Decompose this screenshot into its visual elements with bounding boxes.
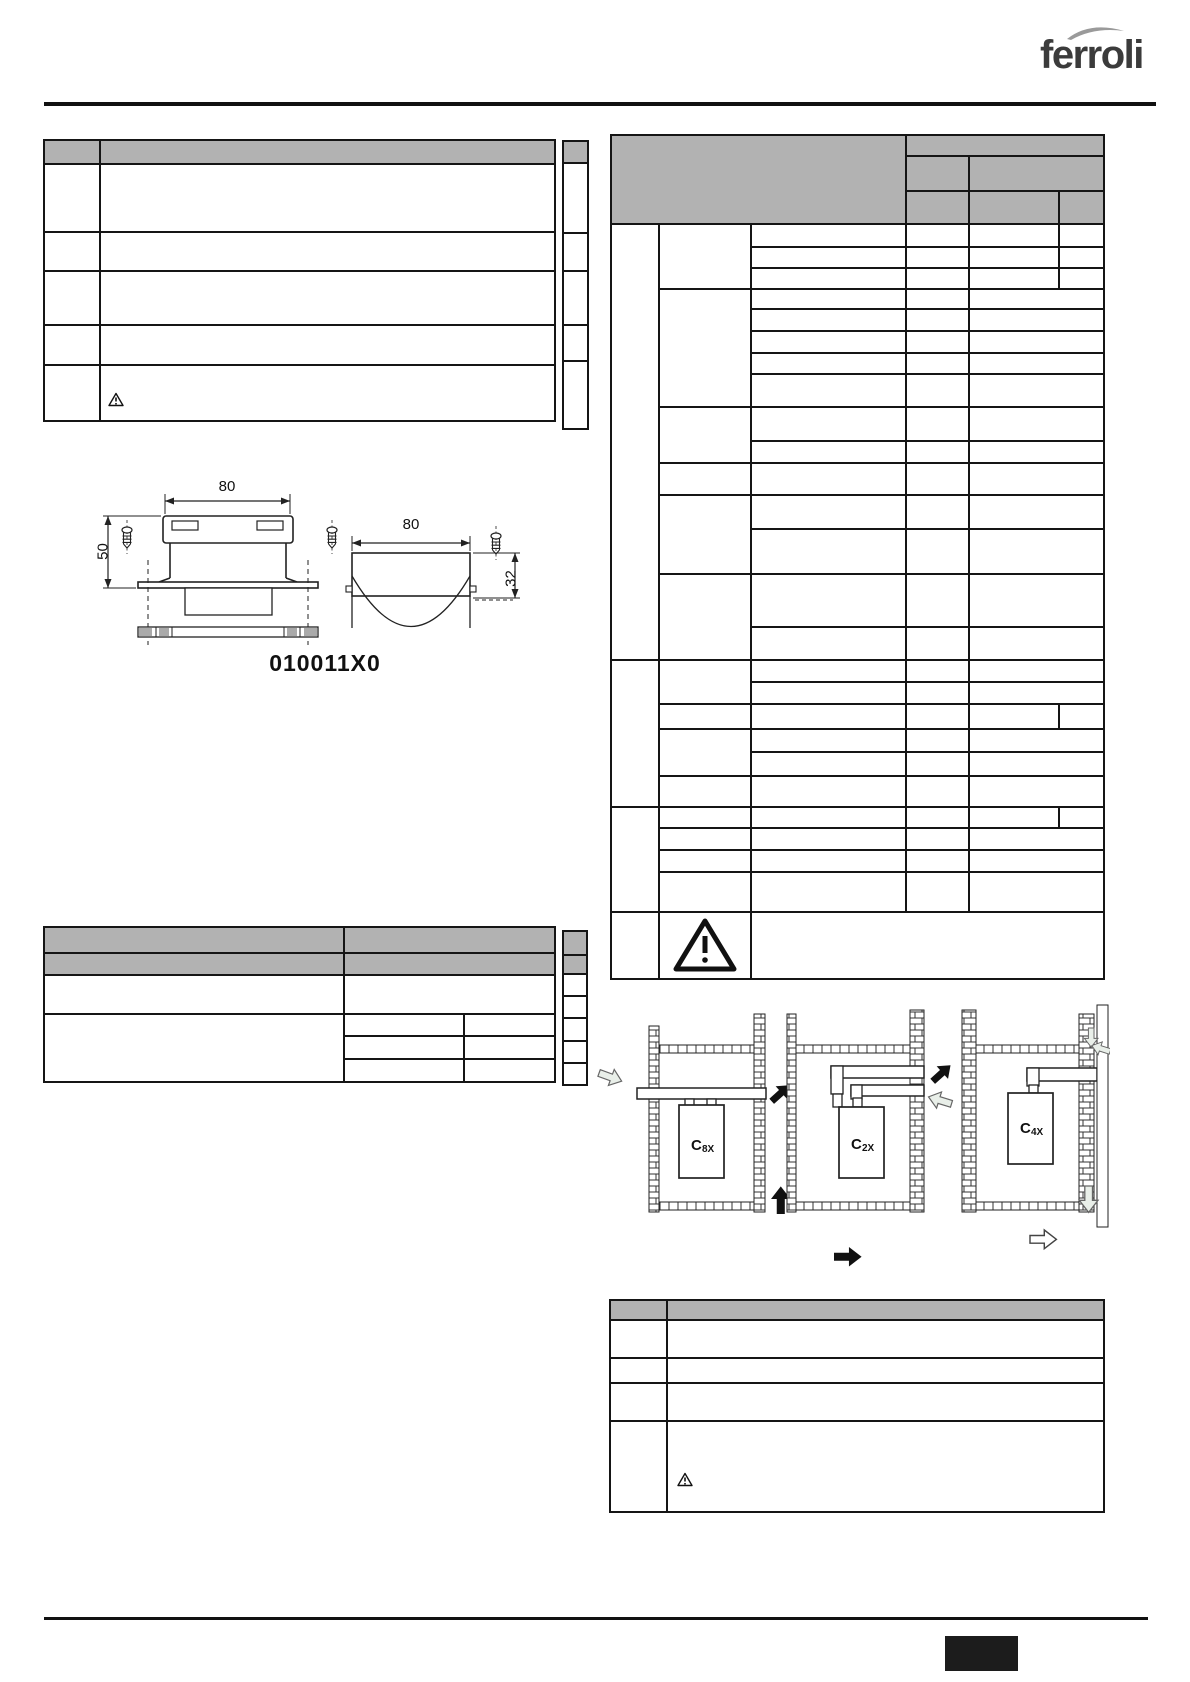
table-cell (751, 268, 906, 289)
table-cell (464, 1059, 555, 1082)
table-row (44, 325, 555, 365)
part-number: 010011X0 (269, 650, 381, 676)
exhaust-arrow-icon (927, 1059, 956, 1088)
rect-element (138, 582, 318, 588)
table-cell (751, 374, 906, 407)
table-cell (751, 331, 906, 353)
table-cell (969, 407, 1104, 441)
flue-main-table (610, 134, 1105, 980)
rect-element (470, 586, 476, 592)
table-cell (659, 872, 751, 912)
table-cell (906, 374, 969, 407)
table-cell (751, 247, 906, 268)
table-cell (969, 872, 1104, 912)
wall-left (962, 1010, 976, 1212)
ceiling (796, 1045, 910, 1053)
diagram-c4x (962, 1005, 1110, 1227)
table-cell (464, 1014, 555, 1036)
table-cell (969, 441, 1104, 463)
table-cell (751, 912, 1104, 979)
rect-element (139, 628, 152, 636)
table-cell (906, 704, 969, 729)
boiler-label-sub: 2X (862, 1143, 875, 1154)
table-row (611, 807, 1104, 828)
table-row (611, 776, 1104, 807)
floor (976, 1202, 1079, 1210)
table-cell (906, 682, 969, 704)
table-cell (611, 807, 659, 912)
table-cell (344, 1036, 464, 1059)
dim-side-height: 32 (502, 570, 520, 587)
table-cell (659, 912, 751, 979)
legend-exhaust-arrow-icon (834, 1247, 862, 1267)
rect-element (159, 628, 169, 636)
table-cell (44, 927, 344, 953)
wall-right (754, 1014, 765, 1212)
table-cell (100, 140, 555, 164)
div-element (564, 142, 587, 164)
use-element (327, 520, 337, 554)
circle-element (684, 1483, 686, 1485)
table-cell (44, 975, 344, 1014)
air-intake-arrow-icon (596, 1065, 624, 1089)
diagram-c2x (787, 1010, 956, 1212)
table-cell (906, 463, 969, 495)
dim-side-width: 80 (402, 516, 420, 533)
table-cell (44, 164, 100, 232)
table-cell (611, 135, 906, 224)
table-cell (751, 224, 906, 247)
boiler-label-sub: 4X (1031, 1127, 1044, 1138)
rect-element (1027, 1068, 1039, 1086)
table-row (44, 164, 555, 232)
table-cell (906, 776, 969, 807)
table-cell (611, 224, 659, 660)
polygon-element (461, 540, 470, 547)
table-cell (969, 704, 1059, 729)
table-cell (751, 704, 906, 729)
boiler-label-prefix: C (851, 1136, 862, 1153)
div-element (564, 932, 586, 956)
table-cell (969, 224, 1059, 247)
rect-element (1029, 1085, 1038, 1093)
table-cell (906, 331, 969, 353)
div-element (564, 164, 587, 234)
table-cell (906, 872, 969, 912)
use-element (122, 520, 132, 554)
warning-triangle-icon (108, 392, 124, 407)
polygon-element (105, 579, 112, 588)
table-cell (44, 140, 100, 164)
table-cell (969, 268, 1059, 289)
table-cell (610, 1421, 667, 1512)
rect-element (346, 586, 352, 592)
table-row (610, 1358, 1104, 1383)
use-element (491, 526, 501, 560)
table-row (611, 660, 1104, 682)
table-cell (611, 912, 659, 979)
table-cell (44, 953, 344, 975)
boiler-label-prefix: C (691, 1137, 702, 1154)
table-cell (100, 271, 555, 325)
table-cell (100, 325, 555, 365)
table-cell (1059, 704, 1104, 729)
rect-element (352, 553, 470, 596)
table-cell (1059, 807, 1104, 828)
table-cell (667, 1320, 1104, 1358)
table-cell (751, 407, 906, 441)
table-cell (969, 776, 1104, 807)
table-cell (969, 374, 1104, 407)
path-element (103, 516, 161, 588)
table-cell (969, 353, 1104, 374)
table-cell (969, 660, 1104, 682)
table-cell (344, 927, 555, 953)
table-cell (969, 807, 1059, 828)
table-cell (659, 660, 751, 704)
boiler-label-prefix: C (1020, 1120, 1031, 1137)
table-cell (464, 1036, 555, 1059)
table-cell (906, 729, 969, 752)
table-row (610, 1320, 1104, 1358)
table-cell (969, 331, 1104, 353)
table-cell (906, 224, 969, 247)
rect-element (287, 628, 297, 636)
footer-page-block (945, 1636, 1018, 1671)
table-cell (344, 953, 555, 975)
warning-triangle-icon (677, 1472, 693, 1487)
table-row (611, 828, 1104, 850)
table-row (611, 574, 1104, 627)
table-cell (906, 752, 969, 776)
table-cell (751, 776, 906, 807)
table-row (44, 927, 555, 953)
table-row (611, 872, 1104, 912)
wall-left (649, 1026, 659, 1212)
table-cell (344, 1014, 464, 1036)
ferroli-logo (1040, 22, 1155, 82)
tbody-element (44, 927, 555, 1082)
legend-intake-arrow-icon (1030, 1230, 1056, 1249)
table-row (611, 224, 1104, 247)
table-row (610, 1383, 1104, 1421)
table-row (44, 271, 555, 325)
table-cell (906, 353, 969, 374)
table-cell (751, 627, 906, 660)
warning-triangle-large-icon (672, 917, 738, 973)
table-cell (969, 752, 1104, 776)
wall-right (910, 1010, 924, 1212)
table-cell (751, 807, 906, 828)
table-cell (969, 495, 1104, 529)
table-row (611, 289, 1104, 309)
table-row (611, 912, 1104, 979)
table-cell (751, 353, 906, 374)
dim-front-height: 50 (94, 543, 112, 560)
table-cell (751, 441, 906, 463)
diagram-c8x (596, 1014, 795, 1214)
circle-element (702, 957, 708, 963)
table-cell (751, 660, 906, 682)
table-row (44, 140, 555, 164)
table-cell (659, 807, 751, 828)
table-row (44, 365, 555, 421)
div-element (564, 272, 587, 326)
table-cell (1059, 191, 1104, 224)
table-cell (969, 191, 1059, 224)
table-cell (1059, 224, 1104, 247)
air-intake-arrow-icon (926, 1089, 954, 1112)
table-cell (969, 828, 1104, 850)
ceiling (976, 1045, 1079, 1053)
rect-element (304, 628, 317, 636)
table-cell (100, 164, 555, 232)
polygon-element (165, 498, 174, 505)
table-cell (751, 850, 906, 872)
table-cell (969, 627, 1104, 660)
table-cell (100, 232, 555, 271)
path-element (159, 543, 297, 582)
table-row (611, 729, 1104, 752)
table-row (44, 975, 555, 1014)
table-cell (344, 1059, 464, 1082)
boiler-label-sub: 8X (702, 1144, 715, 1155)
table-cell (906, 407, 969, 441)
table-cell (906, 289, 969, 309)
table-cell (751, 289, 906, 309)
polygon-element (105, 516, 112, 525)
table-cell (906, 495, 969, 529)
table-cell (969, 850, 1104, 872)
rect-element (851, 1085, 862, 1099)
dim-front-width: 80 (218, 478, 236, 495)
table-cell (969, 729, 1104, 752)
table-cell (969, 289, 1104, 309)
table-cell (667, 1358, 1104, 1383)
table-cell (659, 224, 751, 289)
tbody-element (610, 1300, 1104, 1512)
table-row (44, 1014, 555, 1036)
table-cell (969, 156, 1104, 191)
table-cell (659, 704, 751, 729)
table-row (44, 232, 555, 271)
table-cell (659, 289, 751, 407)
table-cell (44, 365, 100, 421)
ceiling (659, 1045, 754, 1053)
table-cell (659, 850, 751, 872)
table-cell (906, 135, 1104, 156)
table-cell (906, 807, 969, 828)
table-cell (969, 574, 1104, 627)
floor (796, 1202, 910, 1210)
table-cell (906, 191, 969, 224)
table-cell (751, 529, 906, 574)
table-cell (667, 1300, 1104, 1320)
flue-pipe (637, 1088, 766, 1099)
table-cell (906, 850, 969, 872)
polygon-element (281, 498, 290, 505)
table-cell (44, 271, 100, 325)
floor (659, 1202, 754, 1210)
table-row (611, 135, 1104, 156)
rect-element (833, 1094, 842, 1107)
logo-text: ferroli (1040, 33, 1143, 77)
table-cell (659, 407, 751, 463)
path-element (165, 494, 290, 514)
table-cell (610, 1383, 667, 1421)
table-cell (906, 828, 969, 850)
table-cell (344, 975, 555, 1014)
table-cell (44, 232, 100, 271)
table-cell (610, 1358, 667, 1383)
table-cell (659, 828, 751, 850)
table-cell (44, 325, 100, 365)
div-element (564, 956, 586, 975)
table-cell (1059, 268, 1104, 289)
table-cell (906, 627, 969, 660)
table-row (610, 1300, 1104, 1320)
table-cell (659, 776, 751, 807)
footer-rule (44, 1617, 1148, 1620)
table-cell (610, 1300, 667, 1320)
side-strip-table-a (562, 140, 589, 430)
table-cell (906, 529, 969, 574)
rect-element (703, 936, 708, 953)
table-cell (906, 156, 969, 191)
table-row (611, 463, 1104, 495)
table-cell (751, 574, 906, 627)
tbody-element (44, 140, 555, 421)
table-cell (1059, 247, 1104, 268)
table-cell (906, 247, 969, 268)
table-cell (969, 463, 1104, 495)
table-cell (659, 729, 751, 776)
table-cell (906, 309, 969, 331)
table-cell (611, 660, 659, 807)
div-element (564, 326, 587, 362)
table-cell (906, 574, 969, 627)
table-cell (667, 1421, 1104, 1512)
table-row (611, 407, 1104, 441)
table-cell (751, 872, 906, 912)
table-cell (751, 682, 906, 704)
table-cell (751, 463, 906, 495)
table-cell (659, 495, 751, 574)
table-cell (969, 682, 1104, 704)
table-cell (906, 660, 969, 682)
table-cell (906, 268, 969, 289)
flue-pipe-upper (831, 1066, 924, 1078)
div-element (564, 234, 587, 272)
table-cell (906, 441, 969, 463)
polygon-element (352, 540, 361, 547)
table-cell (100, 365, 555, 421)
table-cell (969, 247, 1059, 268)
table-cell (751, 729, 906, 752)
accessories-table (43, 926, 556, 1083)
flue-installation-diagrams (575, 1000, 1110, 1270)
div-element (564, 975, 586, 997)
circle-element (115, 403, 117, 405)
table-cell (610, 1320, 667, 1358)
table-row (44, 953, 555, 975)
rect-element (185, 588, 272, 615)
specs-table (43, 139, 556, 422)
table-cell (659, 463, 751, 495)
table-cell (751, 309, 906, 331)
div-element (564, 362, 587, 428)
wall-left (787, 1014, 796, 1212)
notes-table (609, 1299, 1105, 1513)
table-cell (659, 574, 751, 660)
table-row (610, 1421, 1104, 1512)
table-row (611, 850, 1104, 872)
tbody-element (611, 135, 1104, 979)
rect-element (831, 1066, 843, 1094)
table-cell (751, 828, 906, 850)
header-rule (44, 102, 1156, 106)
table-row (611, 704, 1104, 729)
table-row (611, 495, 1104, 529)
table-cell (969, 309, 1104, 331)
table-cell (751, 752, 906, 776)
table-cell (44, 1014, 344, 1082)
table-cell (969, 529, 1104, 574)
table-cell (667, 1383, 1104, 1421)
table-cell (751, 495, 906, 529)
rect-element (853, 1098, 862, 1107)
